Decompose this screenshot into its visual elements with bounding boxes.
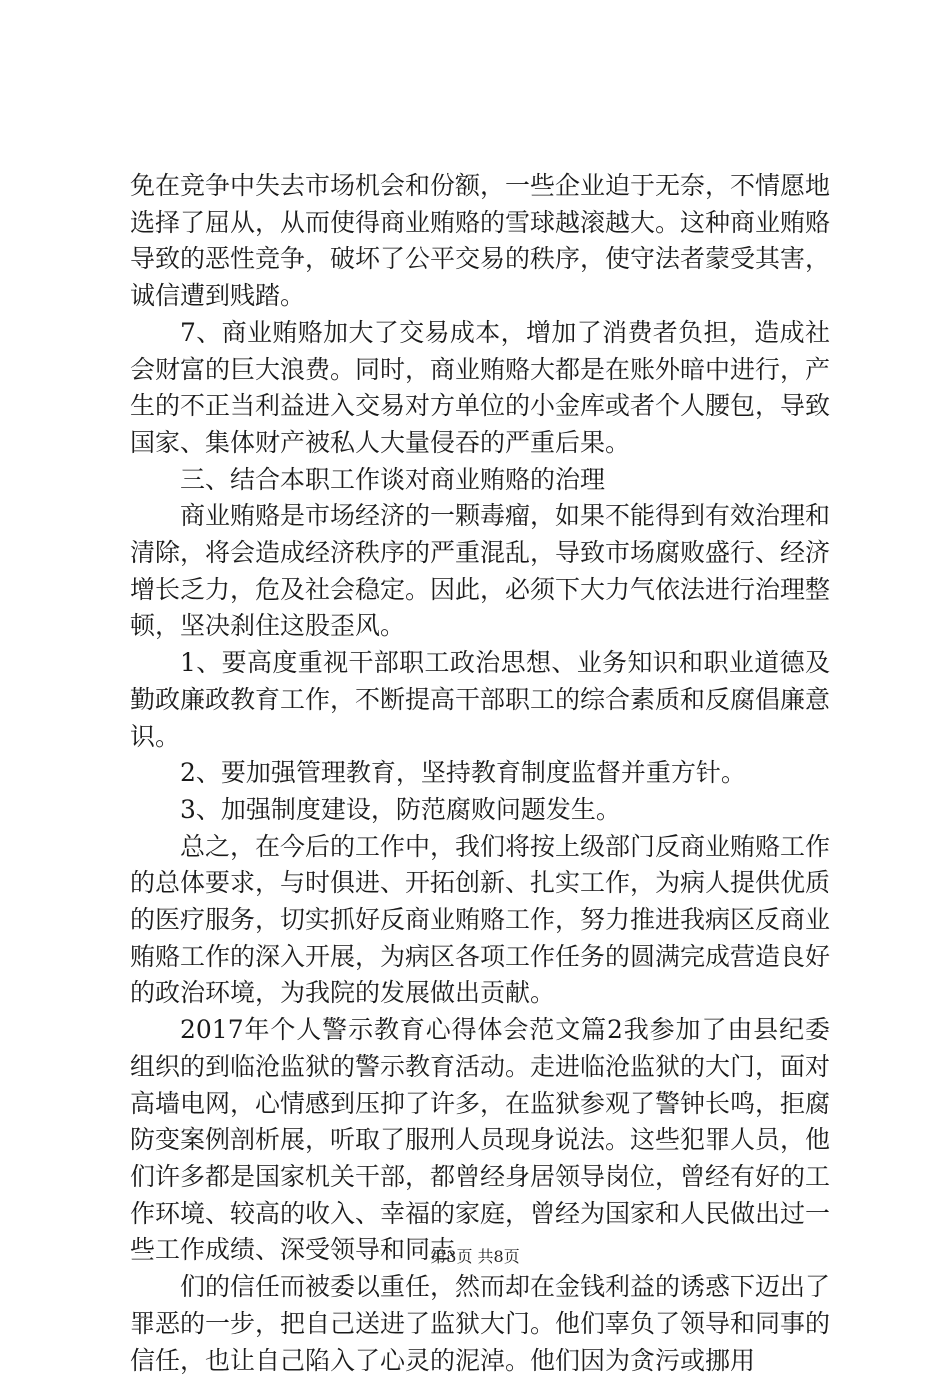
paragraph-2: 7、商业贿赂加大了交易成本，增加了消费者负担，造成社会财富的巨大浪费。同时，商业贿赂大都是在账外暗中进行，产生的不正当利益进入交易对方单位的小金库或者个人腰包，导致国家、集体财产被私人大量侵吞的严重后果。 — [130, 317, 831, 457]
page-number-footer: 第3页 共8页 — [430, 1247, 520, 1266]
paragraph-7: 总之，在今后的工作中，我们将按上级部门反商业贿赂工作的总体要求，与时俱进、开拓创新、扎实工作，为病人提供优质的医疗服务，切实抓好反商业贿赂工作，努力推进我病区反商业贿赂工作的深入开展，为病区各项工作任务的圆满完成营造良好的政治环境，为我院的发展做出贡献。 — [130, 831, 831, 1008]
paragraph-4: 1、要高度重视干部职工政治思想、业务知识和职业道德及勤政廉政教育工作，不断提高干部职工的综合素质和反腐倡廉意识。 — [130, 648, 831, 751]
paragraph-9: 们的信任而被委以重任，然而却在金钱利益的诱惑下迈出了罪恶的一步，把自己送进了监狱大门。他们辜负了领导和同事的信任，也让自己陷入了心灵的泥淖。他们因为贪污或挪用 — [130, 1272, 831, 1375]
section-heading: 三、结合本职工作谈对商业贿赂的治理 — [180, 464, 606, 494]
paragraph-3: 商业贿赂是市场经济的一颗毒瘤，如果不能得到有效治理和清除，将会造成经济秩序的严重混乱，导致市场腐败盛行、经济增长乏力，危及社会稳定。因此，必须下大力气依法进行治理整顿，坚决刹住这股歪风。 — [130, 501, 831, 641]
paragraph-8: 2017年个人警示教育心得体会范文篇2我参加了由县纪委组织的到临沧监狱的警示教育活动。走进临沧监狱的大门，面对高墙电网，心情感到压抑了许多，在监狱参观了警钟长鸣，拒腐防变案例剖析展，听取了服刑人员现身说法。这些犯罪人员，他们许多都是国家机关干部，都曾经身居领导岗位，曾经有好的工作环境、较高的收入、幸福的家庭，曾经为国家和人民做出过一些工作成绩、深受领导和同志 — [130, 1015, 831, 1265]
document-body — [130, 168, 830, 1379]
paragraph-5: 2、要加强管理教育，坚持教育制度监督并重方针。 — [180, 758, 746, 788]
paragraph-6: 3、加强制度建设，防范腐败问题发生。 — [180, 794, 621, 824]
paragraph-1: 免在竞争中失去市场机会和份额，一些企业迫于无奈，不情愿地选择了屈从，从而使得商业贿赂的雪球越滚越大。这种商业贿赂导致的恶性竞争，破坏了公平交易的秩序，使守法者蒙受其害，诚信遭到贱踏。 — [130, 171, 831, 311]
